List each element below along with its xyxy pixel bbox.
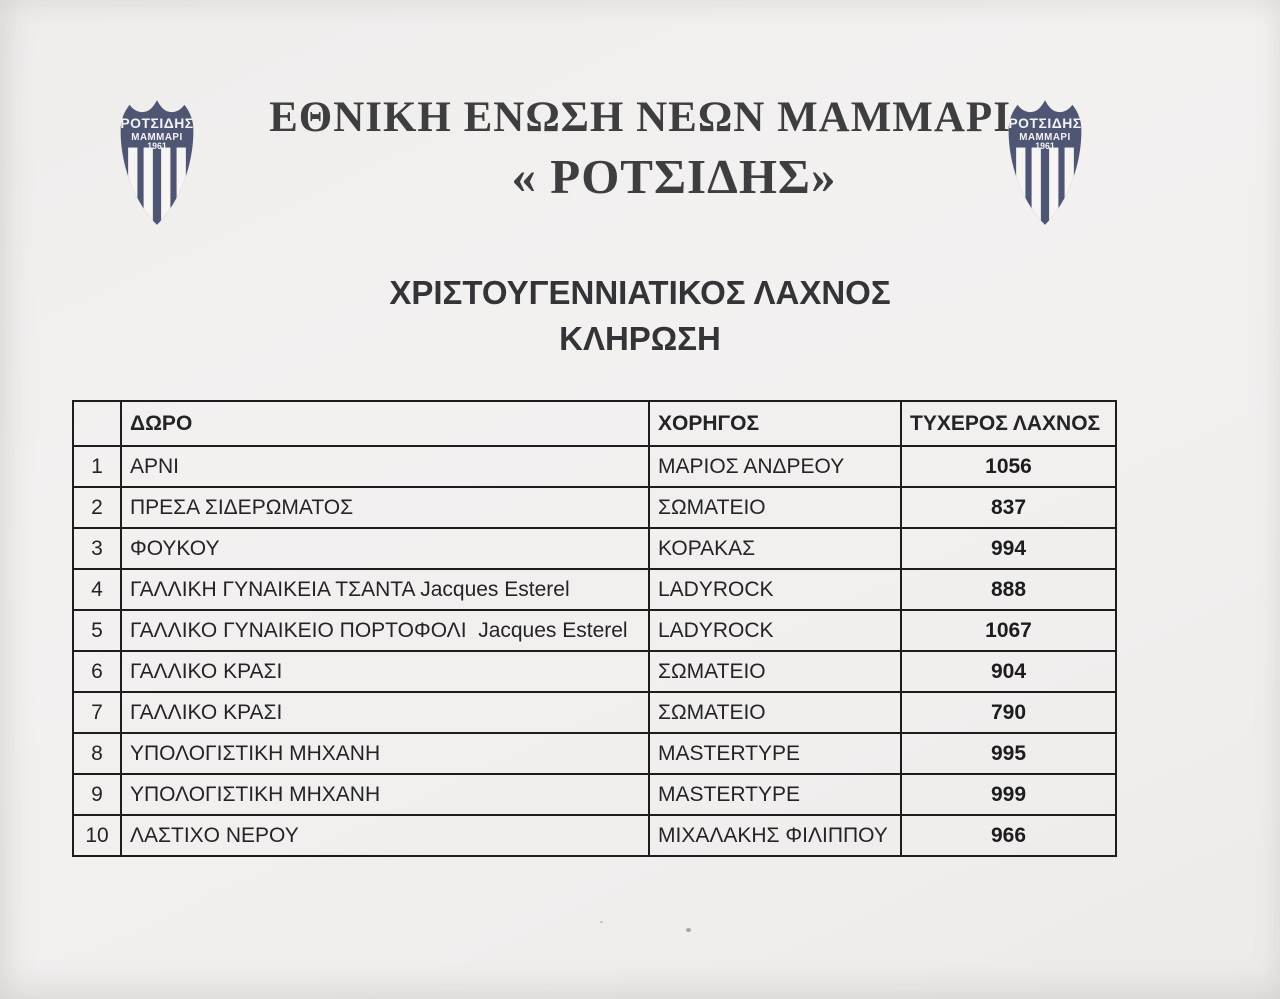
organization-name: ΕΘΝΙΚΗ ΕΝΩΣΗ ΝΕΩΝ ΜΑΜΜΑΡΙ [269, 94, 1011, 141]
gift-cell: ΥΠΟΛΟΓΙΣΤΙΚΗ ΜΗΧΑΝΗ [121, 774, 649, 815]
table-row [73, 651, 1116, 692]
sponsor-cell: LADYROCK [649, 610, 901, 651]
table-row [73, 569, 1116, 610]
sponsor-cell: ΚΟΡΑΚΑΣ [649, 528, 901, 569]
sponsor-cell: MASTERTYPE [649, 774, 901, 815]
table-row [73, 815, 1116, 856]
row-number-cell: 2 [73, 487, 121, 528]
header-number [73, 401, 121, 446]
table-row [73, 610, 1116, 651]
gift-cell: ΓΑΛΛΙΚΗ ΓΥΝΑΙΚΕΙΑ ΤΣΑΝΤΑ Jacques Esterel [121, 569, 649, 610]
crest-year: 1961 [1035, 141, 1055, 152]
table-row [73, 487, 1116, 528]
header-gift: ΔΩΡΟ [121, 401, 649, 446]
sponsor-cell: ΜΑΡΙΟΣ ΑΝΔΡΕΟΥ [649, 446, 901, 487]
ticket-cell: 994 [901, 528, 1116, 569]
row-number-cell: 3 [73, 528, 121, 569]
document-title [0, 276, 1280, 355]
scan-artifact-speck [686, 928, 691, 932]
table-row [73, 446, 1116, 487]
crest-club-name: ΡΟΤΣΙΔΗΣ [120, 114, 194, 131]
table-row [73, 528, 1116, 569]
sponsor-cell: ΣΩΜΑΤΕΙΟ [649, 487, 901, 528]
gift-cell: ΓΑΛΛΙΚΟ ΚΡΑΣΙ [121, 651, 649, 692]
table-row [73, 692, 1116, 733]
header-sponsor: ΧΟΡΗΓΟΣ [649, 401, 901, 446]
ticket-cell: 1067 [901, 610, 1116, 651]
ticket-cell: 888 [901, 569, 1116, 610]
table-row [73, 733, 1116, 774]
ticket-cell: 790 [901, 692, 1116, 733]
crest-town-name: ΜΑΜΜΑΡΙ [131, 131, 183, 143]
document-title-line1: ΧΡΙΣΤΟΥΓΕΝΝΙΑΤΙΚΟΣ ΛΑΧΝΟΣ [389, 274, 891, 311]
ticket-cell: 1056 [901, 446, 1116, 487]
gift-cell: ΛΑΣΤΙΧΟ ΝΕΡΟΥ [121, 815, 649, 856]
crest-town-name: ΜΑΜΜΑΡΙ [1019, 131, 1071, 143]
organization-nickname: « ΡΟΤΣΙΔΗΣ» [511, 149, 837, 204]
crest-year: 1961 [147, 141, 167, 152]
scan-artifact-speck [600, 921, 603, 923]
row-number-cell: 6 [73, 651, 121, 692]
ticket-cell: 966 [901, 815, 1116, 856]
raffle-results-table [72, 400, 1117, 857]
ticket-cell: 904 [901, 651, 1116, 692]
row-number-cell: 4 [73, 569, 121, 610]
sponsor-cell: MASTERTYPE [649, 733, 901, 774]
ticket-cell: 995 [901, 733, 1116, 774]
sponsor-cell: ΣΩΜΑΤΕΙΟ [649, 692, 901, 733]
gift-cell: ΦΟΥΚΟΥ [121, 528, 649, 569]
crest-club-name: ΡΟΤΣΙΔΗΣ [1008, 114, 1082, 131]
gift-cell: ΥΠΟΛΟΓΙΣΤΙΚΗ ΜΗΧΑΝΗ [121, 733, 649, 774]
sponsor-cell: LADYROCK [649, 569, 901, 610]
header-ticket: ΤΥΧΕΡΟΣ ΛΑΧΝΟΣ [901, 401, 1116, 446]
ticket-cell: 837 [901, 487, 1116, 528]
ticket-cell: 999 [901, 774, 1116, 815]
gift-cell: ΠΡΕΣΑ ΣΙΔΕΡΩΜΑΤΟΣ [121, 487, 649, 528]
organization-title [0, 94, 1280, 204]
row-number-cell: 5 [73, 610, 121, 651]
gift-cell: ΓΑΛΛΙΚΟ ΓΥΝΑΙΚΕΙΟ ΠΟΡΤΟΦΟΛΙ Jacques Esterel [121, 610, 649, 651]
table-header-row [73, 401, 1116, 446]
table-row [73, 774, 1116, 815]
row-number-cell: 9 [73, 774, 121, 815]
row-number-cell: 7 [73, 692, 121, 733]
row-number-cell: 10 [73, 815, 121, 856]
gift-cell: ΑΡΝΙ [121, 446, 649, 487]
sponsor-cell: ΣΩΜΑΤΕΙΟ [649, 651, 901, 692]
document-title-line2: ΚΛΗΡΩΣΗ [559, 320, 721, 357]
sponsor-cell: ΜΙΧΑΛΑΚΗΣ ΦΙΛΙΠΠΟΥ [649, 815, 901, 856]
row-number-cell: 8 [73, 733, 121, 774]
row-number-cell: 1 [73, 446, 121, 487]
gift-cell: ΓΑΛΛΙΚΟ ΚΡΑΣΙ [121, 692, 649, 733]
